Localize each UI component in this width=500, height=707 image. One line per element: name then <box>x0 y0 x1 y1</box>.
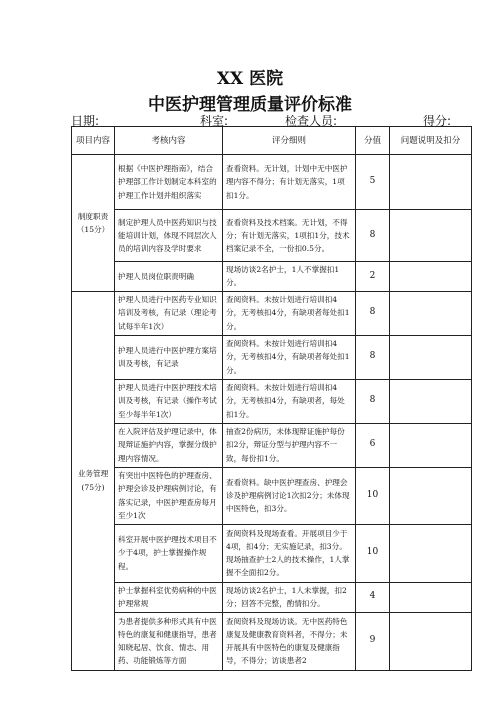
detail-cell: 查阅资料及现场查看。开展项目少于4项，扣4分；无实施记录，扣3分。现场抽查护士2人的技术操作，1人掌握不全面扣2分。 <box>223 524 356 582</box>
notes-cell[interactable] <box>390 335 472 379</box>
score-cell: 10 <box>356 467 390 524</box>
notes-cell[interactable] <box>390 379 472 423</box>
content-cell: 为患者提供多种形式具有中医特色的康复和健康指导，患者知晓起居、饮食、情志、用药、功能锻炼等方面 <box>115 612 223 670</box>
header-item: 项目内容 <box>72 127 115 155</box>
table-row <box>72 423 472 467</box>
date-label: 日期: <box>71 114 100 128</box>
table-row <box>72 335 472 379</box>
notes-cell[interactable] <box>390 612 472 670</box>
notes-cell[interactable] <box>390 467 472 524</box>
content-cell: 护理人员进行中医护理技术培训及考核，有记录（操作考试至少每半年1次） <box>115 379 223 423</box>
score-cell: 9 <box>356 612 390 670</box>
detail-cell: 查看资料。缺中医护理查房、护理会诊及护理病例讨论1次扣2分；未体现中医特色，扣3分。 <box>223 467 356 524</box>
header-content: 考核内容 <box>115 127 223 155</box>
notes-cell[interactable] <box>390 155 472 210</box>
table-row <box>72 210 472 262</box>
score-cell: 8 <box>356 291 390 335</box>
table-row <box>72 524 472 582</box>
score-cell: 10 <box>356 524 390 582</box>
evaluation-table <box>71 126 472 671</box>
table-row <box>72 291 472 335</box>
detail-cell: 抽查2份病历，未体现辩证施护每份扣2分，辩证分型与护理内容不一致，每份扣1分。 <box>223 423 356 467</box>
notes-cell[interactable] <box>390 423 472 467</box>
content-cell: 科室开展中医护理技术项目不少于4项，护士掌握操作规程。 <box>115 524 223 582</box>
score-cell: 8 <box>356 335 390 379</box>
notes-cell[interactable] <box>390 582 472 612</box>
table-row <box>72 582 472 612</box>
score-cell: 5 <box>356 155 390 210</box>
table-row <box>72 612 472 670</box>
category-cell: 制度职责（15分） <box>72 155 115 292</box>
detail-cell: 查看资料。无计划，计划中无中医护理内容不得分；有计划无落实，1项扣1分。 <box>223 155 356 210</box>
header-score: 分值 <box>356 127 390 155</box>
score-cell: 4 <box>356 582 390 612</box>
notes-cell[interactable] <box>390 262 472 292</box>
score-cell: 6 <box>356 423 390 467</box>
content-cell: 护理人员岗位职责明确 <box>115 262 223 292</box>
detail-cell: 现场访谈2名护士，1人不掌握扣1分。 <box>223 262 356 292</box>
notes-cell[interactable] <box>390 210 472 262</box>
detail-cell: 查阅资料。未按计划进行培训扣4分，无考核扣4分，有缺项者，每处扣1分。 <box>223 379 356 423</box>
table-row <box>72 262 472 292</box>
detail-cell: 查阅资料。未按计划进行培训扣4分，无考核扣4分，有缺项者每处扣1分。 <box>223 291 356 335</box>
content-cell: 护理人员进行中医护理方案培训及考核，有记录 <box>115 335 223 379</box>
hospital-title: XX 医院 <box>216 69 284 89</box>
table-row <box>72 379 472 423</box>
table-row <box>72 467 472 524</box>
notes-cell[interactable] <box>390 524 472 582</box>
score-label: 得分: <box>423 114 452 128</box>
header-detail: 评分细则 <box>223 127 356 155</box>
score-cell: 2 <box>356 262 390 292</box>
category-cell: 业务管理(75分) <box>72 291 115 670</box>
content-cell: 在入院评估及护理记录中，体现辩证施护内容，掌握分级护理内容情况。 <box>115 423 223 467</box>
detail-cell: 查看资料及技术档案。无计划，不得分；有计划无落实，1项扣1分，技术档案记录不全，一份扣0.5分。 <box>223 210 356 262</box>
notes-cell[interactable] <box>390 291 472 335</box>
content-cell: 护士掌握科室优势病种的中医护理常规 <box>115 582 223 612</box>
content-cell: 根据《中医护理指南》，结合护理部工作计划制定本科室的护理工作计划并组织落实 <box>115 155 223 210</box>
header-notes: 问题说明及扣分 <box>390 127 472 155</box>
detail-cell: 现场访谈2名护士，1人未掌握，扣2分；回答不完整，酌情扣分。 <box>223 582 356 612</box>
score-cell: 8 <box>356 379 390 423</box>
table-row <box>72 155 472 210</box>
content-cell: 制定护理人员中医药知识与技能培训计划，体现不同层次人员的培训内容及学时要求 <box>115 210 223 262</box>
detail-cell: 查阅资料及现场访谈。无中医药特色康复及健康教育资料者，不得分；未开展具有中医特色的康复及健康指导，不得分；访谈患者2 <box>223 612 356 670</box>
detail-cell: 查阅资料。未按计划进行培训扣4分，无考核扣4分，有缺项者每处扣1分。 <box>223 335 356 379</box>
inspector-label: 检查人员: <box>285 114 338 128</box>
score-cell: 8 <box>356 210 390 262</box>
content-cell: 护理人员进行中医药专业知识培训及考核，有记录（理论考试每半年1次） <box>115 291 223 335</box>
content-cell: 有突出中医特色的护理查房、护理会诊及护理病例讨论，有落实记录，中医护理查房每月至少1次 <box>115 467 223 524</box>
table-header-row <box>72 127 472 155</box>
department-label: 科室: <box>200 114 229 128</box>
document-title: 中医护理管理质量评价标准 <box>148 95 352 115</box>
